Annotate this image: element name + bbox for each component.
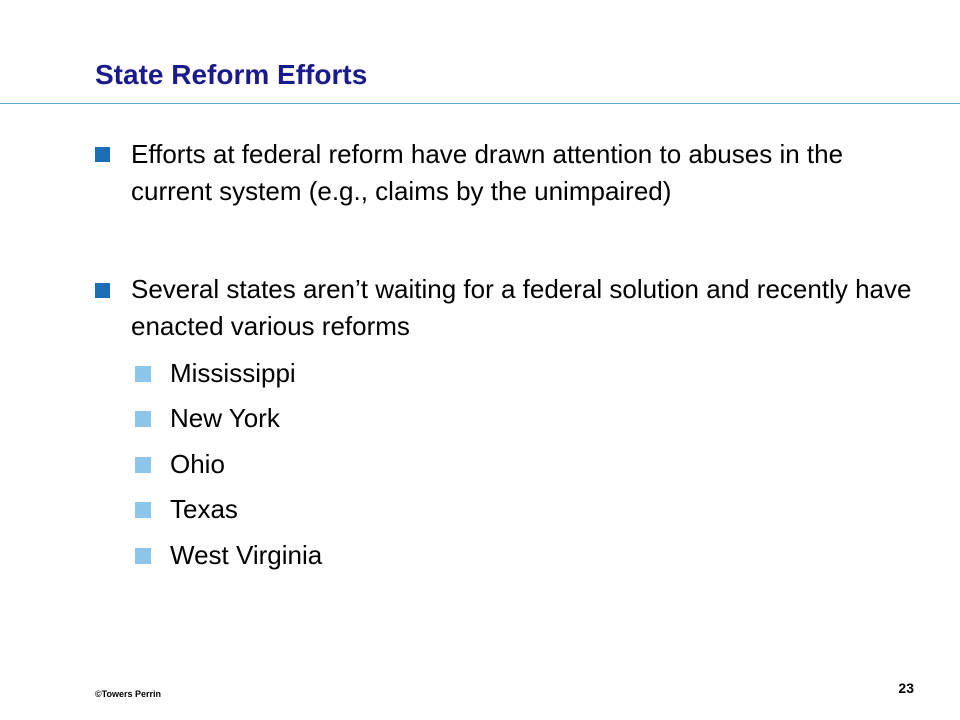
sub-bullet-text: Ohio [170, 449, 225, 479]
copyright-footer: ©Towers Perrin [95, 689, 161, 699]
square-sub-bullet-icon [135, 457, 151, 473]
square-sub-bullet-icon [135, 502, 151, 518]
square-sub-bullet-icon [135, 548, 151, 564]
sub-bullet-text: Texas [170, 494, 238, 524]
square-sub-bullet-icon [135, 411, 151, 427]
slide-title: State Reform Efforts [95, 59, 368, 90]
sub-bullet-text: West Virginia [170, 540, 323, 570]
bullet-text: Efforts at federal reform have drawn attention to abuses in the current system (e.g., claims by the unimpaired) [131, 139, 844, 206]
square-bullet-icon [95, 283, 110, 298]
title-divider [0, 103, 960, 104]
sub-bullet-text: Mississippi [170, 358, 296, 388]
square-sub-bullet-icon [135, 366, 151, 382]
square-bullet-icon [95, 147, 110, 162]
bullet-text: Several states aren’t waiting for a federal solution and recently have enacted various reforms [131, 274, 912, 341]
sub-bullet-text: New York [170, 403, 280, 433]
page-number: 23 [898, 680, 914, 696]
